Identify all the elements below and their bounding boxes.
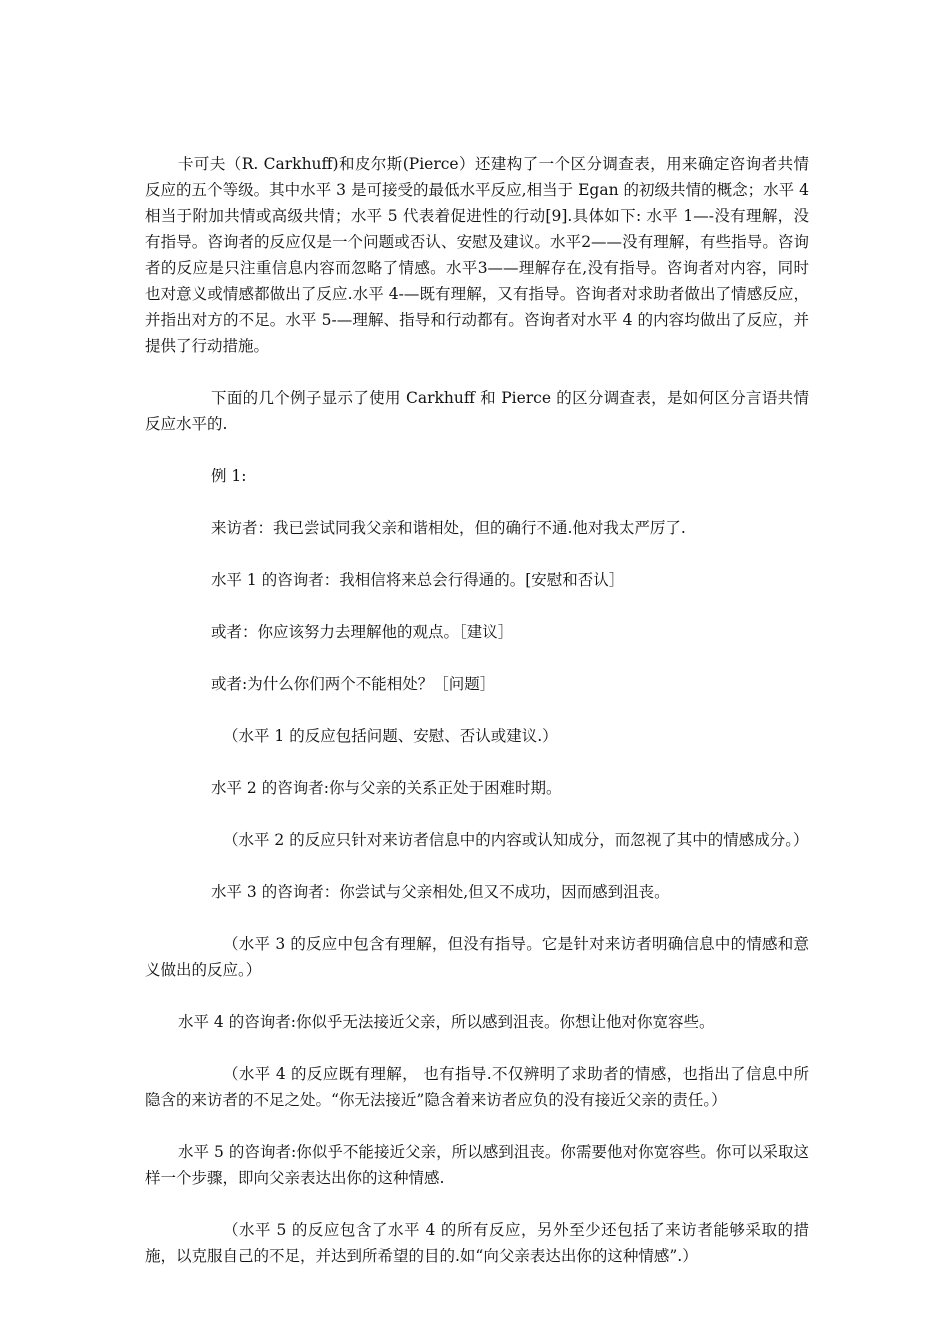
paragraph-client-statement: 来访者：我已尝试同我父亲和谐相处，但的确行不通.他对我太严厉了. <box>211 519 686 537</box>
document-body <box>145 151 809 1269</box>
paragraph-level2-note: （水平 2 的反应只针对来访者信息中的内容或认知成分，而忽视了其中的情感成分。） <box>223 831 809 849</box>
paragraph-level5-response: 水平 5 的咨询者:你似乎不能接近父亲，所以感到沮丧。你需要他对你宽容些。你可以采取这样一个步骤，即向父亲表达出你的这种情感. <box>145 1143 809 1187</box>
paragraph-level5-note: （水平 5 的反应包含了水平 4 的所有反应，另外至少还包括了来访者能够采取的措施，以克服自己的不足，并达到所希望的目的.如“向父亲表达出你的这种情感”.） <box>145 1221 809 1265</box>
paragraph-level2-response: 水平 2 的咨询者:你与父亲的关系正处于困难时期。 <box>211 779 562 797</box>
paragraph-level1-note: （水平 1 的反应包括问题、安慰、否认或建议.） <box>223 727 558 745</box>
paragraph-level1-alt1: 或者：你应该努力去理解他的观点。［建议］ <box>211 623 514 641</box>
paragraph-level3-response: 水平 3 的咨询者：你尝试与父亲相处,但又不成功，因而感到沮丧。 <box>211 883 670 901</box>
paragraph-level1-response: 水平 1 的咨询者：我相信将来总会行得通的。[安慰和否认］ <box>211 571 625 589</box>
example-heading: 例 1: <box>211 467 247 485</box>
paragraph-level3-note: （水平 3 的反应中包含有理解，但没有指导。它是针对来访者明确信息中的情感和意义做出的反应。） <box>145 935 809 979</box>
paragraph-level4-response: 水平 4 的咨询者:你似乎无法接近父亲，所以感到沮丧。你想让他对你宽容些。 <box>178 1013 715 1031</box>
paragraph-examples-intro: 下面的几个例子显示了使用 Carkhuff 和 Pierce 的区分调查表，是如何区分言语共情反应水平的. <box>145 389 809 433</box>
paragraph-level1-alt2: 或者:为什么你们两个不能相处？［问题］ <box>211 675 496 693</box>
paragraph-level4-note: （水平 4 的反应既有理解， 也有指导.不仅辨明了求助者的情感，也指出了信息中所隐含的来访者的不足之处。“你无法接近”隐含着来访者应负的没有接近父亲的责任。） <box>145 1065 809 1109</box>
paragraph-carkhuff-intro: 卡可夫（R. Carkhuff)和皮尔斯(Pierce）还建构了一个区分调查表，用来确定咨询者共情反应的五个等级。其中水平 3 是可接受的最低水平反应,相当于 Egan 的初级共情的概念；水平 4 相当于附加共情或高级共情；水平 5 代表着促进性的行动[9].具体如下: 水平 1—-没有理解，没有指导。咨询者的反应仅是一个问题或否认、安慰及建议。水平2——没有理解，有些指导。咨询者的反应是只注重信息内容而忽略了情感。水平3——理解存在,没有指导。咨询者对内容，同时也对意义或情感都做出了反应.水平 4-—既有理解，又有指导。咨询者对求助者做出了情感反应，并指出对方的不足。水平 5-—理解、指导和行动都有。咨询者对水平 4 的内容均做出了反应，并提供了行动措施。 <box>145 155 809 355</box>
